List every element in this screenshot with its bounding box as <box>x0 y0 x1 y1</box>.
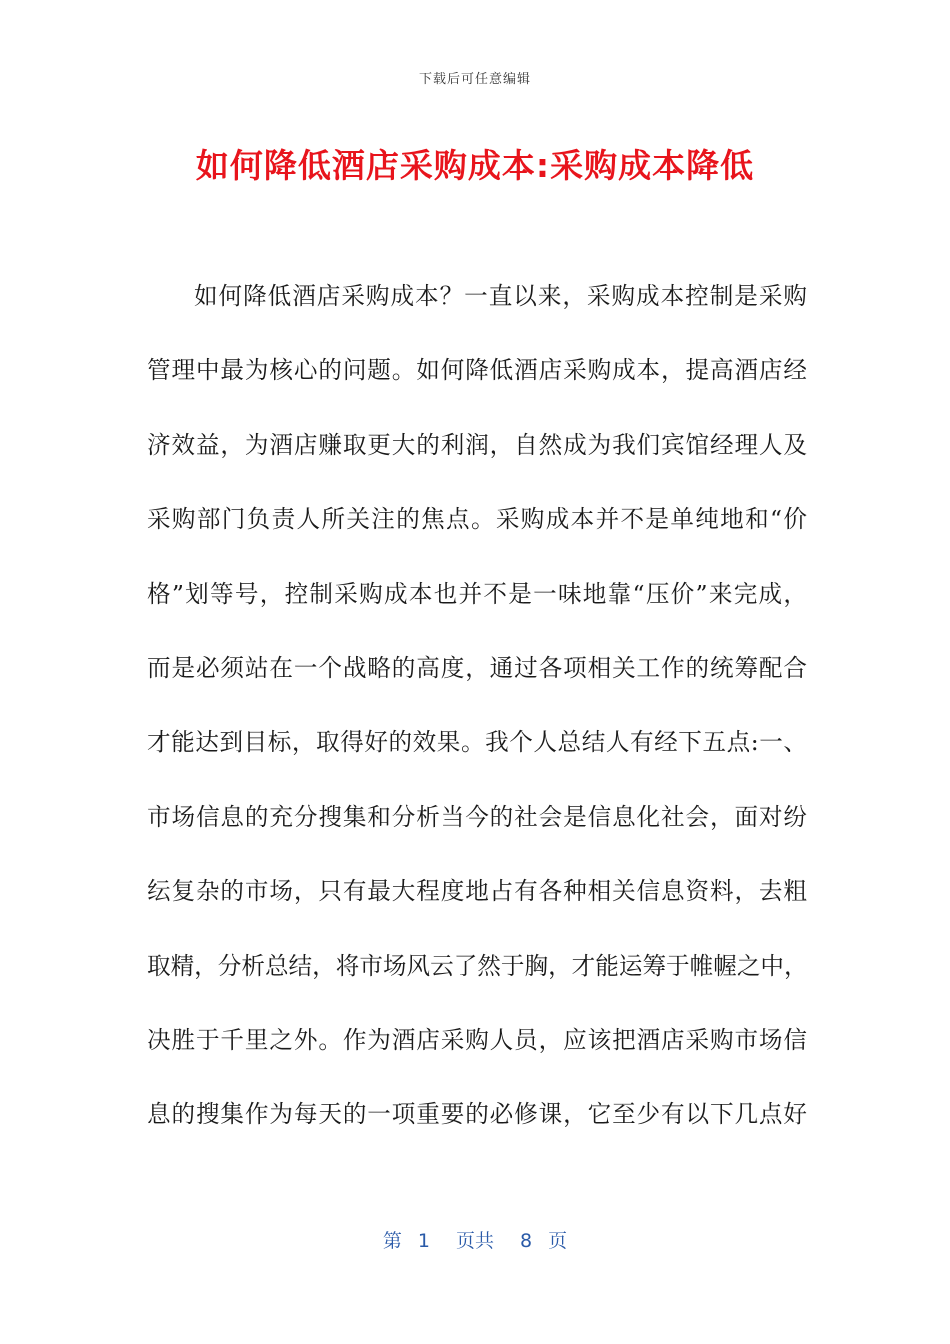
body-line: 决胜于千里之外。作为酒店采购人员，应该把酒店采购市场信 <box>147 1025 807 1054</box>
footer-suffix: 页 <box>548 1230 568 1252</box>
page-header-note: 下载后可任意编辑 <box>418 72 531 87</box>
footer-prefix: 第 <box>382 1230 402 1252</box>
body-line: 才能达到目标，取得好的效果。我个人总结人有经下五点:一、 <box>147 728 807 757</box>
body-line: 采购部门负责人所关注的焦点。采购成本并不是单纯地和“价 <box>147 505 807 534</box>
body-line: 取精，分析总结，将市场风云了然于胸，才能运筹于帷幄之中， <box>147 951 808 980</box>
footer-middle: 页共 <box>455 1230 494 1252</box>
body-line: 管理中最为核心的问题。如何降低酒店采购成本，提高酒店经 <box>147 356 807 385</box>
body-line: 息的搜集作为每天的一项重要的必修课，它至少有以下几点好 <box>147 1100 807 1129</box>
body-line: 而是必须站在一个战略的高度，通过各项相关工作的统筹配合 <box>147 653 807 682</box>
document-title: 如何降低酒店采购成本:采购成本降低 <box>195 146 755 185</box>
body-line: 济效益，为酒店赚取更大的利润，自然成为我们宾馆经理人及 <box>147 430 807 459</box>
body-line: 市场信息的充分搜集和分析当今的社会是信息化社会，面对纷 <box>147 802 807 831</box>
body-text <box>147 276 807 1169</box>
page-footer <box>0 1226 950 1253</box>
body-line: 如何降低酒店采购成本？一直以来，采购成本控制是采购 <box>194 282 807 310</box>
body-line: 纭复杂的市场，只有最大程度地占有各种相关信息资料，去粗 <box>147 877 807 906</box>
body-line: 格”划等号，控制采购成本也并不是一味地靠“压价”来完成， <box>147 579 807 608</box>
footer-total-pages: 8 <box>520 1230 533 1252</box>
footer-current-page: 1 <box>417 1230 430 1252</box>
